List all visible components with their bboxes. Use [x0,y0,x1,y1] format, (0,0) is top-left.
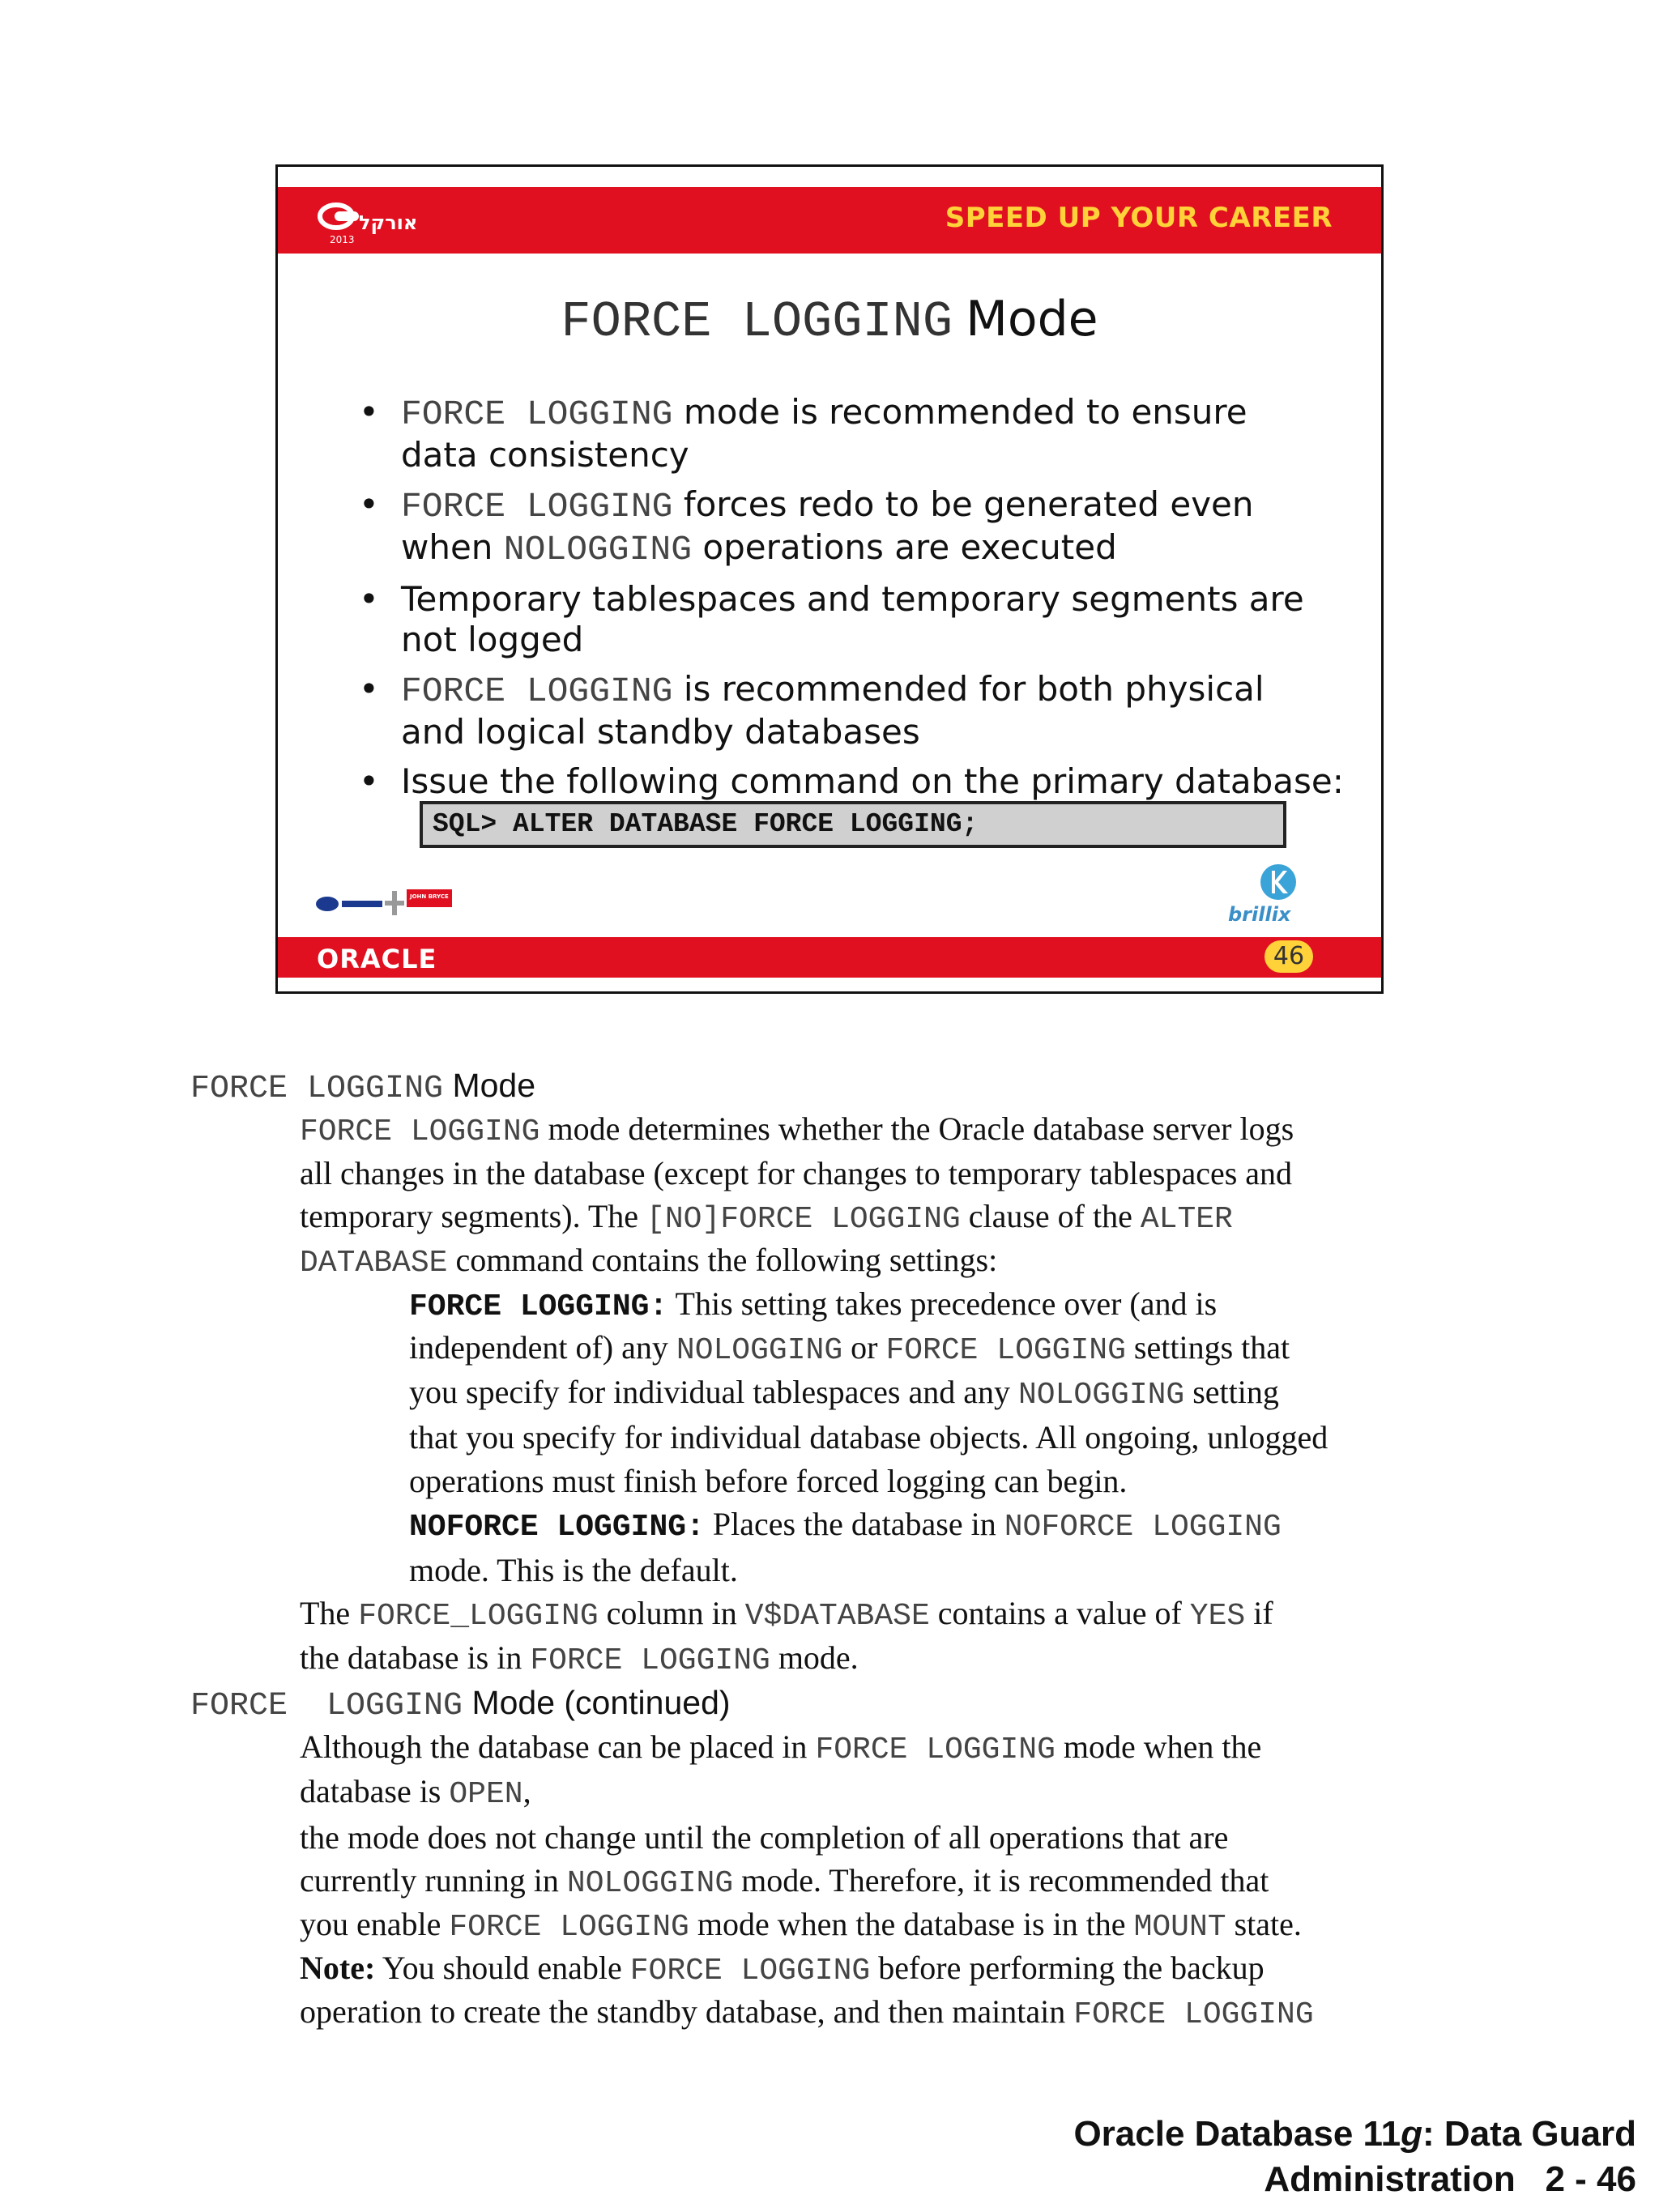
paragraph-line: the mode does not change until the completion of all operations that are [300,1819,1229,1856]
slide-number: 46 [1265,940,1313,973]
slide-image [275,164,1384,994]
bullet-dot-icon: • [359,579,379,619]
slide-title [278,288,1381,351]
setting-label: FORCE LOGGING: [409,1289,668,1324]
paragraph-line: The FORCE_LOGGING column in V$DATABASE contains a value of YES if [300,1595,1273,1634]
setting-line: you specify for individual tablespaces and any NOLOGGING setting [409,1374,1279,1413]
note-line: operation to create the standby database, and then maintain FORCE LOGGING [300,1993,1314,2032]
bullet-item: • Issue the following command on the primary database: [359,761,1344,801]
paragraph-line: the database is in FORCE LOGGING mode. [300,1639,859,1678]
setting-line: independent of) any NOLOGGING or FORCE LOGGING settings that [409,1329,1290,1368]
bullet-dot-icon: • [359,484,379,524]
setting-line: that you specify for individual database objects. All ongoing, unlogged [409,1419,1328,1455]
sql-command-box: SQL> ALTER DATABASE FORCE LOGGING; [420,801,1286,848]
note-label: Note: [300,1950,376,1986]
footer-line-1: Oracle Database 11g: Data Guard [1073,2114,1636,2154]
setting-label: NOFORCE LOGGING: [409,1510,705,1545]
bullet-item: • FORCE LOGGING is recommended for both physical and logical standby databases [359,669,1265,752]
page-footer-title [1073,2112,1636,2202]
bullet-item: • Temporary tablespaces and temporary segments are not logged [359,579,1304,659]
logo-text: אורקל [359,211,418,234]
sponsor-logos-icon [314,886,452,917]
note-line: Note: You should enable FORCE LOGGING before performing the backup [300,1950,1265,1988]
slide-footer-bar [278,937,1381,978]
section-heading: FORCE LOGGING Mode [190,1067,536,1107]
brillix-logo-icon [1222,859,1311,932]
setting-line: operations must finish before forced logging can begin. [409,1463,1128,1499]
oracle-week-logo-icon [317,200,362,232]
bullet-dot-icon: • [359,761,379,801]
slide-header-bar [278,187,1381,254]
paragraph-line: currently running in NOLOGGING mode. Therefore, it is recommended that [300,1862,1269,1901]
slide-bullet-list [359,392,1371,811]
setting-line: mode. This is the default. [409,1552,738,1588]
setting-line: NOFORCE LOGGING: Places the database in NOFORCE LOGGING [409,1506,1282,1545]
paragraph-line: database is OPEN, [300,1773,531,1812]
paragraph-line: all changes in the database (except for changes to temporary tablespaces and [300,1155,1293,1191]
slide-title-word: Mode [966,291,1098,347]
setting-line: FORCE LOGGING: This setting takes precedence over (and is [409,1285,1218,1324]
slide-tagline: SPEED UP YOUR CAREER [945,202,1333,234]
bullet-dot-icon: • [359,669,379,709]
paragraph-line: Although the database can be placed in FORCE LOGGING mode when the [300,1728,1262,1767]
paragraph-line: you enable FORCE LOGGING mode when the database is in the MOUNT state. [300,1906,1302,1945]
bullet-item: • FORCE LOGGING mode is recommended to ensure data consistency [359,392,1247,475]
section-heading: FORCE LOGGING Mode (continued) [190,1684,731,1724]
slide-title-code: FORCE LOGGING [561,293,953,351]
sponsor-text: JOHN BRYCE [410,893,449,900]
brillix-text: brillix [1228,903,1291,926]
paragraph-line: DATABASE command contains the following settings: [300,1242,998,1281]
paragraph-line: FORCE LOGGING mode determines whether the Oracle database server logs [300,1110,1294,1149]
logo-year: 2013 [330,234,355,245]
footer-line-2: Administration 2 - 46 [1264,2159,1636,2199]
bullet-item: • FORCE LOGGING forces redo to be generated even when NOLOGGING operations are executed [359,484,1254,569]
oracle-logo: ORACLE [317,944,437,974]
paragraph-line: temporary segments). The [NO]FORCE LOGGING clause of the ALTER [300,1198,1233,1237]
bullet-dot-icon: • [359,392,379,432]
